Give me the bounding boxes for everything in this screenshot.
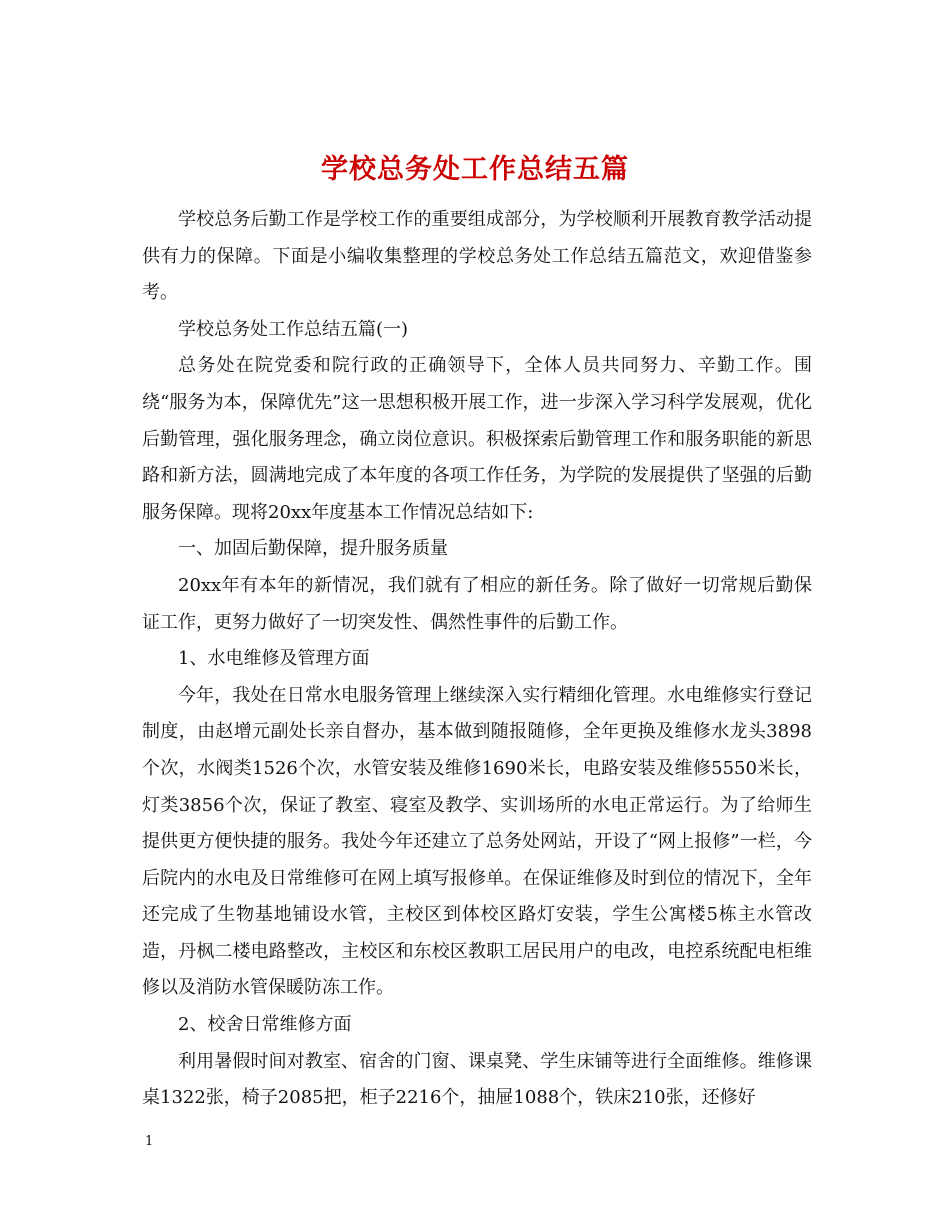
subheading-building-repair: 2、校舍日常维修方面 [178,1014,352,1036]
document-body [142,202,812,1117]
section-heading-logistics: 一、加固后勤保障，提升服务质量 [178,538,448,560]
overview-paragraph: 总务处在院党委和院行政的正确领导下，全体人员共同努力、辛勤工作。围绕“服务为本，保障优先”这一思想积极开展工作，进一步深入学习科学发展观，优化后勤管理，强化服务理念，确立岗位意识。积极探索后勤管理工作和服务职能的新思路和新方法，圆满地完成了本年度的各项工作任务，为学院的发展提供了坚强的后勤服务保障。现将20xx年度基本工作情况总结如下: [142,355,812,523]
document-title: 学校总务处工作总结五篇 [321,154,629,186]
page-number: 1 [145,1134,154,1149]
new-tasks-paragraph: 20xx年有本年的新情况，我们就有了相应的新任务。除了做好一切常规后勤保证工作，更努力做好了一切突发性、偶然性事件的后勤工作。 [142,574,812,633]
building-repair-paragraph: 利用暑假时间对教室、宿舍的门窗、课桌凳、学生床铺等进行全面维修。维修课桌1322张，椅子2085把，柜子2216个，抽屉1088个，铁床210张，还修好 [142,1050,812,1109]
water-electric-paragraph: 今年，我处在日常水电服务管理上继续深入实行精细化管理。水电维修实行登记制度，由赵增元副处长亲自督办，基本做到随报随修，全年更换及维修水龙头3898个次，水阀类1526个次，水管安装及维修1690米长，电路安装及维修5550米长，灯类3856个次，保证了教室、寝室及教学、实训场所的水电正常运行。为了给师生提供更方便快捷的服务。我处今年还建立了总务处网站，开设了“网上报修”一栏，今后院内的水电及日常维修可在网上填写报修单。在保证维修及时到位的情况下，全年还完成了生物基地铺设水管，主校区到体校区路灯安装，学生公寓楼5栋主水管改造，丹枫二楼电路整改，主校区和东校区教职工居民用户的电改，电控系统配电柜维修以及消防水管保暖防冻工作。 [142,684,812,999]
section-heading-part-one: 学校总务处工作总结五篇(一) [178,318,409,340]
subheading-water-electric: 1、水电维修及管理方面 [178,648,370,670]
intro-paragraph: 学校总务后勤工作是学校工作的重要组成部分，为学校顺利开展教育教学活动提供有力的保障。下面是小编收集整理的学校总务处工作总结五篇范文，欢迎借鉴参考。 [142,209,812,304]
